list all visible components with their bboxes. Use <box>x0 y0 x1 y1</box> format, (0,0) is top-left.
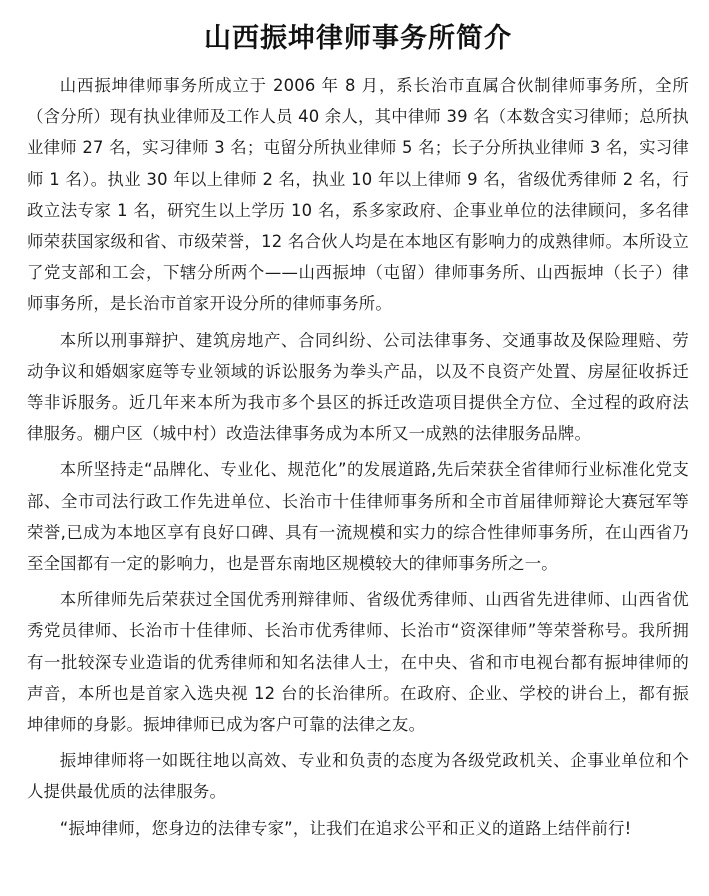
paragraph-practice-areas: 本所以刑事辩护、建筑房地产、合同纠纷、公司法律事务、交通事故及保险理赔、劳动争议和婚姻家庭等专业领域的诉讼服务为拳头产品，以及不良资产处置、房屋征收拆迁等非诉服务。近几年来本所为我市多个县区的拆迁改造项目提供全方位、全过程的政府法律服务。棚户区（城中村）改造法律事务成为本所又一成熟的法律服务品牌。 <box>27 330 689 444</box>
document-title: 山西振坤律师事务所简介 <box>204 23 512 54</box>
paragraph-service-commitment: 振坤律师将一如既往地以高效、专业和负责的态度为各级党政机关、企事业单位和个人提供最优质的法律服务。 <box>27 751 689 802</box>
paragraph-slogan: “振坤律师，您身边的法律专家”，让我们在追求公平和正义的道路上结伴前行! <box>59 818 632 838</box>
paragraph-development-honors: 本所坚持走“品牌化、专业化、规范化”的发展道路,先后荣获全省律师行业标准化党支部、全市司法行政工作先进单位、长治市十佳律师事务所和全市首届律师辩论大赛冠军等荣誉,已成为本地区享有良好口碑、具有一流规模和实力的综合性律师事务所，在山西省乃至全国都有一定的影响力，也是晋东南地区规模较大的律师事务所之一。 <box>27 460 689 574</box>
paragraph-lawyer-honors: 本所律师先后荣获过全国优秀刑辩律师、省级优秀律师、山西省先进律师、山西省优秀党员律师、长治市十佳律师、长治市优秀律师、长治市“资深律师”等荣誉称号。我所拥有一批较深专业造诣的优秀律师和知名法律人士，在中央、省和市电视台都有振坤律师的声音，本所也是首家入选央视 12 台的长治律所。在政府、企业、学校的讲台上，都有振坤律师的身影。振坤律师已成为客户可靠的法律之友。 <box>27 590 689 735</box>
paragraph-firm-overview: 山西振坤律师事务所成立于 2006 年 8 月，系长治市直属合伙制律师事务所，全所（含分所）现有执业律师及工作人员 40 余人，其中律师 39 名（本数含实习律师；总所执业律师 27 名，实习律师 3 名；屯留分所执业律师 5 名；长子分所执业律师 3 名，实习律师 1 名）。执业 30 年以上律师 2 名，执业 10 年以上律师 9 名，省级优秀律师 2 名，行政立法专家 1 名，研究生以上学历 10 名，系多家政府、企事业单位的法律顾问，多名律师荣获国家级和省、市级荣誉，12 名合伙人均是在本地区有影响力的成熟律师。本所设立了党支部和工会，下辖分所两个——山西振坤（屯留）律师事务所、山西振坤（长子）律师事务所，是长治市首家开设分所的律师事务所。 <box>27 76 689 314</box>
